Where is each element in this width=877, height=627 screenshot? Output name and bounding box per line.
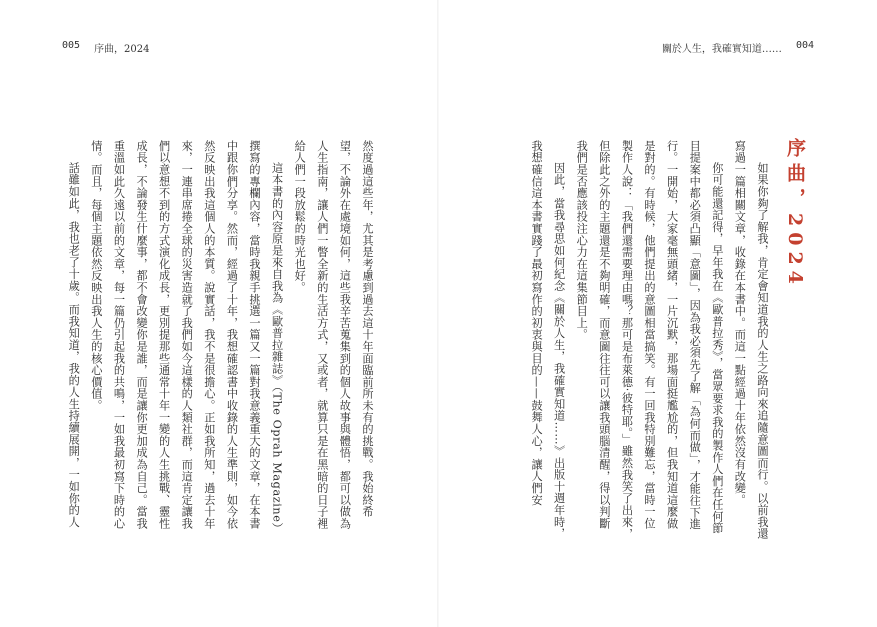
right-page	[438, 0, 876, 627]
left-running-head	[62, 40, 150, 55]
left-page	[0, 0, 438, 627]
left-header-title: 序曲，2024	[94, 44, 150, 55]
left-page-number: 005	[62, 40, 81, 51]
right-paragraph-2: 你可能還記得，早年我在《歐普拉秀》，當眾要求我的製作人們在任何節目提案中都必須凸顯「意圖」，因為我必須先了解「為何而做」，才能往下進行。一開始，大家毫無頭緒，一片沉默，那場面挺尷尬的，但我知道這麼做是對的。有時候，他們提出的意圖相當搞笑。有一回我特別難忘，當時一位製作人說：「我們還需要理由嗎？那可是布萊德‧彼特耶。」雖然我笑了出來，但除此之外的主題還是不夠明確，而意圖往往可以讓我頭腦清醒，得以判斷我們是否應該投注心力在這集節目上。	[575, 140, 724, 540]
left-paragraph-1: 然度過這些年，尤其是考慮到過去這十年面臨前所未有的挑戰。我始終希望，不論外在處境如何，這些我辛苦蒐集到的個人故事與體悟，都可以做為人生指南，讓人們一瞥全新的生活方式，又或者，就算只是在黑暗的日子裡給人們一段放鬆的時光也好。	[293, 140, 374, 530]
right-header-title: 關於人生，我確實知道……	[661, 44, 782, 55]
right-running-head	[662, 40, 814, 55]
left-paragraph-3: 話雖如此，我也老了十歲。而我知道，我的人生持續展開，一如你的人	[67, 162, 81, 529]
right-body-text	[498, 140, 773, 540]
right-paragraph-1: 如果你夠了解我，肯定會知道我的人生之路向來追隨意圖而行。以前我還寫過一篇相關文章，收錄在本書中。而這一點經過十年依然沒有改變。	[733, 140, 769, 540]
right-paragraph-3: 因此，當我尋思如何紀念《關於人生，我確實知道……》出版十週年時，我想確信這本書實踐了最初寫作的初衷與目的——鼓舞人心，讓人們安	[530, 140, 566, 540]
chapter-title: 序曲，2024	[784, 138, 806, 290]
left-paragraph-2: 這本書的內容原是來自我為《歐普拉雜誌》（The Oprah Magazine）撰寫的專欄內容，當時我親手挑選一篇又一篇對我意義重大的文章，在本書中跟你們分享。然而，經過了十年，我想確認書中收錄的人生準則，如今依然反映出我這個人的本質。說實話，我不是很擔心。正如我所知，過去十年來，一連串席捲全球的災害造就了我們如今這樣的人類社群，而這肯定讓我們以意想不到的方式演化成長，更別提那些通常十年一變的人生挑戰、靈性成長，不論發生什麼事，都不會改變你是誰，而是讓你更加成為自己。當我重溫如此久遠以前的文章，每一篇仍引起我的共鳴，一如我最初寫下時的心情。而且，每個主題依然反映出我人生的核心價值。	[89, 140, 284, 535]
right-page-number: 004	[795, 40, 814, 51]
left-body-text	[68, 140, 378, 540]
